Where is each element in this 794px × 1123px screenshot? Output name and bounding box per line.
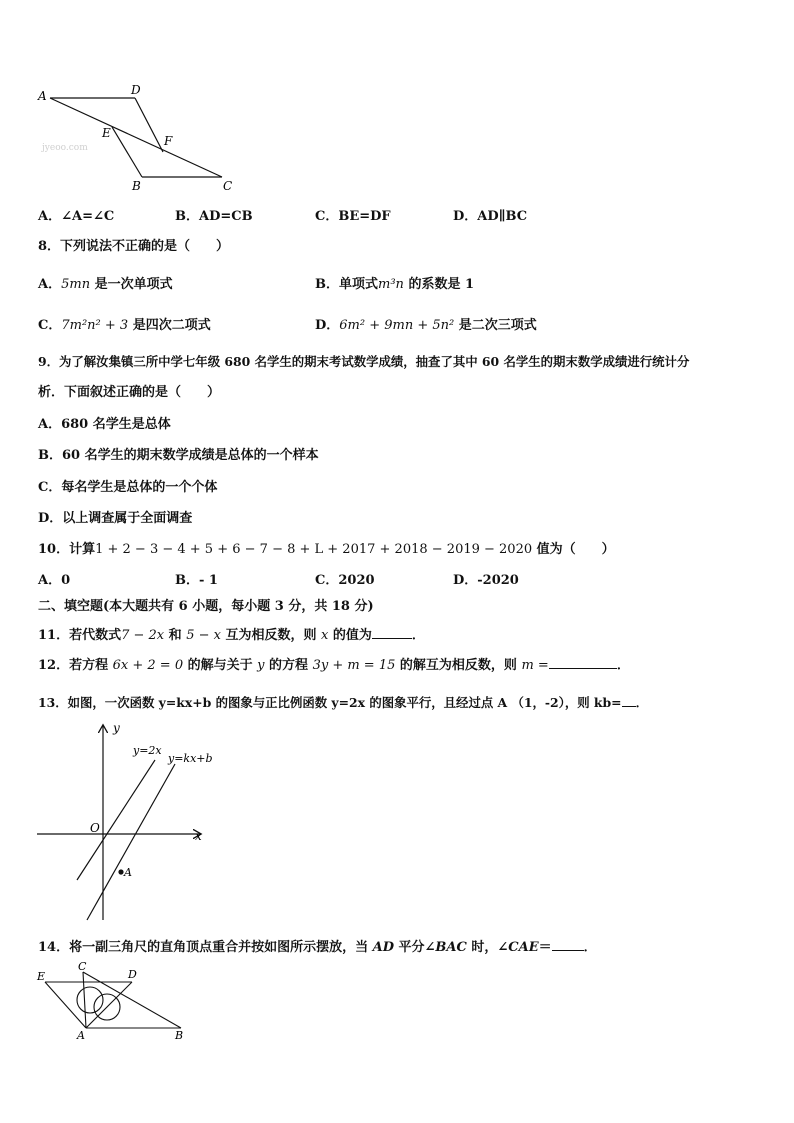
x-axis-label: x [195,829,202,843]
q8-option-a[interactable] [38,276,173,294]
q11-expr1: 7 − 2x [121,628,165,643]
q10-option-d[interactable]: D．-2020 [453,573,519,588]
q14-angle-bac: ∠BAC [424,940,467,955]
q10-option-c[interactable]: C．2020 [315,573,375,588]
q14-answer-blank[interactable] [552,936,584,951]
q8-b-prefix: B．单项式 [315,277,378,292]
q8-c-math: 7m²n² + 3 [61,318,129,333]
fig14-label-D: D [128,968,137,981]
q8-c-suffix: 是四次二项式 [128,318,211,333]
q7-option-c[interactable]: C．BE=DF [315,209,391,224]
q12-text2: 的方程 [264,658,313,673]
q14-text1: 平分 [394,940,425,955]
q9-option-a[interactable]: A．680 名学生是总体 [38,417,171,432]
q12-answer-blank[interactable] [549,654,617,669]
q13-text: 13．如图，一次函数 y=kx+b 的图象与正比例函数 y=2x 的图象平行，且经过点 A （1，-2），则 kb= [38,695,622,710]
fig1-watermark: jyeoo.com [42,143,88,153]
q12-end: ． [616,658,630,673]
q12-text1: 的解与关于 [183,658,258,673]
fig1-label-C: C [223,179,233,193]
q8-stem: 8．下列说法不正确的是（ ） [38,239,230,254]
q8-a-math: 5mn [61,277,91,292]
q8-a-suffix: 是一次单项式 [90,277,173,292]
fig1-label-B: B [132,179,141,193]
q8-b-math: m³n [378,277,404,292]
q8-option-c[interactable] [38,317,211,335]
q11-stem [38,624,425,645]
q8-d-suffix: 是二次三项式 [454,318,537,333]
origin-label: O [90,821,100,835]
fig14-label-C: C [78,960,87,973]
point-a-label: A [124,866,132,879]
q7-option-a[interactable]: A．∠A=∠C [38,209,115,224]
q14-text2: 时， [466,940,498,955]
q7-option-d[interactable]: D．AD∥BC [453,209,528,224]
q8-c-prefix: C． [38,318,62,333]
q8-b-suffix: 的系数是 1 [403,277,475,292]
q9-option-d[interactable]: D．以上调查属于全面调查 [38,511,193,526]
triangle-rulers-figure [35,960,187,1042]
q10-stem [38,541,615,559]
q12-eq1: 6x + 2 = 0 [112,658,184,673]
q13-end: ． [635,695,648,710]
q10-option-b[interactable]: B．- 1 [175,573,218,588]
q9-option-b[interactable]: B．60 名学生的期末数学成绩是总体的一个样本 [38,448,319,463]
q8-a-prefix: A． [38,277,62,292]
line2-label: y=kx+b [168,752,213,765]
q11-prefix: 11．若代数式 [38,628,122,643]
fig1-label-E: E [102,126,111,140]
q9-stem-line2: 析．下面叙述正确的是（ ） [38,385,221,400]
q9-option-c[interactable]: C．每名学生是总体的一个个体 [38,480,218,495]
q13-answer-blank[interactable] [622,692,636,707]
section-heading: 二、填空题(本大题共有 6 小题，每小题 3 分，共 18 分) [38,599,374,614]
q11-text1: 互为相反数，则 [220,628,322,643]
q8-d-math: 6m² + 9mn + 5n² [339,318,455,333]
fig1-label-F: F [164,134,173,148]
q13-stem [38,692,648,712]
q7-option-b[interactable]: B．AD=CB [175,209,253,224]
linear-function-graph [35,720,225,925]
q12-stem [38,654,630,675]
q12-var-m: m = [521,658,549,673]
fig14-label-A: A [77,1029,85,1042]
q12-var-y: y [257,658,265,673]
q14-prefix: 14．将一副三角尺的直角顶点重合并按如图所示摆放，当 [38,940,373,955]
q11-end: ． [411,628,425,643]
q11-var-x: x [321,628,329,643]
fig1-label-A: A [38,89,47,103]
q10-prefix: 10．计算 [38,542,96,557]
line-y-kx-b [87,764,175,920]
fig14-label-E: E [37,970,46,983]
fig1-label-D: D [131,83,141,97]
q14-equals: ＝ [538,940,552,955]
y-axis-label: y [113,721,120,735]
q9-stem-line1: 9．为了解汝集镇三所中学七年级 680 名学生的期末考试数学成绩，抽查了其中 60 名学生的期末数学成绩进行统计分 [38,354,690,369]
q14-ad: AD [372,940,394,955]
point-a [118,869,123,874]
q12-text3: 的解互为相反数，则 [395,658,522,673]
q8-option-b[interactable] [315,276,474,294]
q10-option-a[interactable]: A．0 [38,573,71,588]
q12-prefix: 12．若方程 [38,658,113,673]
q10-suffix: 值为（ ） [532,542,615,557]
q11-and: 和 [164,628,187,643]
q11-expr2: 5 − x [186,628,221,643]
parallelogram-figure [30,80,245,198]
q10-expression: 1 + 2 − 3 − 4 + 5 + 6 − 7 − 8 + L + 2017 + 2018 − 2019 − 2020 [95,542,533,557]
q14-angle-cae: ∠CAE [497,940,539,955]
fig14-label-B: B [175,1029,184,1042]
q14-stem [38,936,597,957]
line1-label: y=2x [133,744,162,757]
q12-eq2: 3y + m = 15 [312,658,396,673]
q11-text2: 的值为 [328,628,372,643]
q14-end: ． [583,940,597,955]
q8-option-d[interactable] [315,317,537,335]
q8-d-prefix: D． [315,318,340,333]
q11-answer-blank[interactable] [372,624,412,639]
